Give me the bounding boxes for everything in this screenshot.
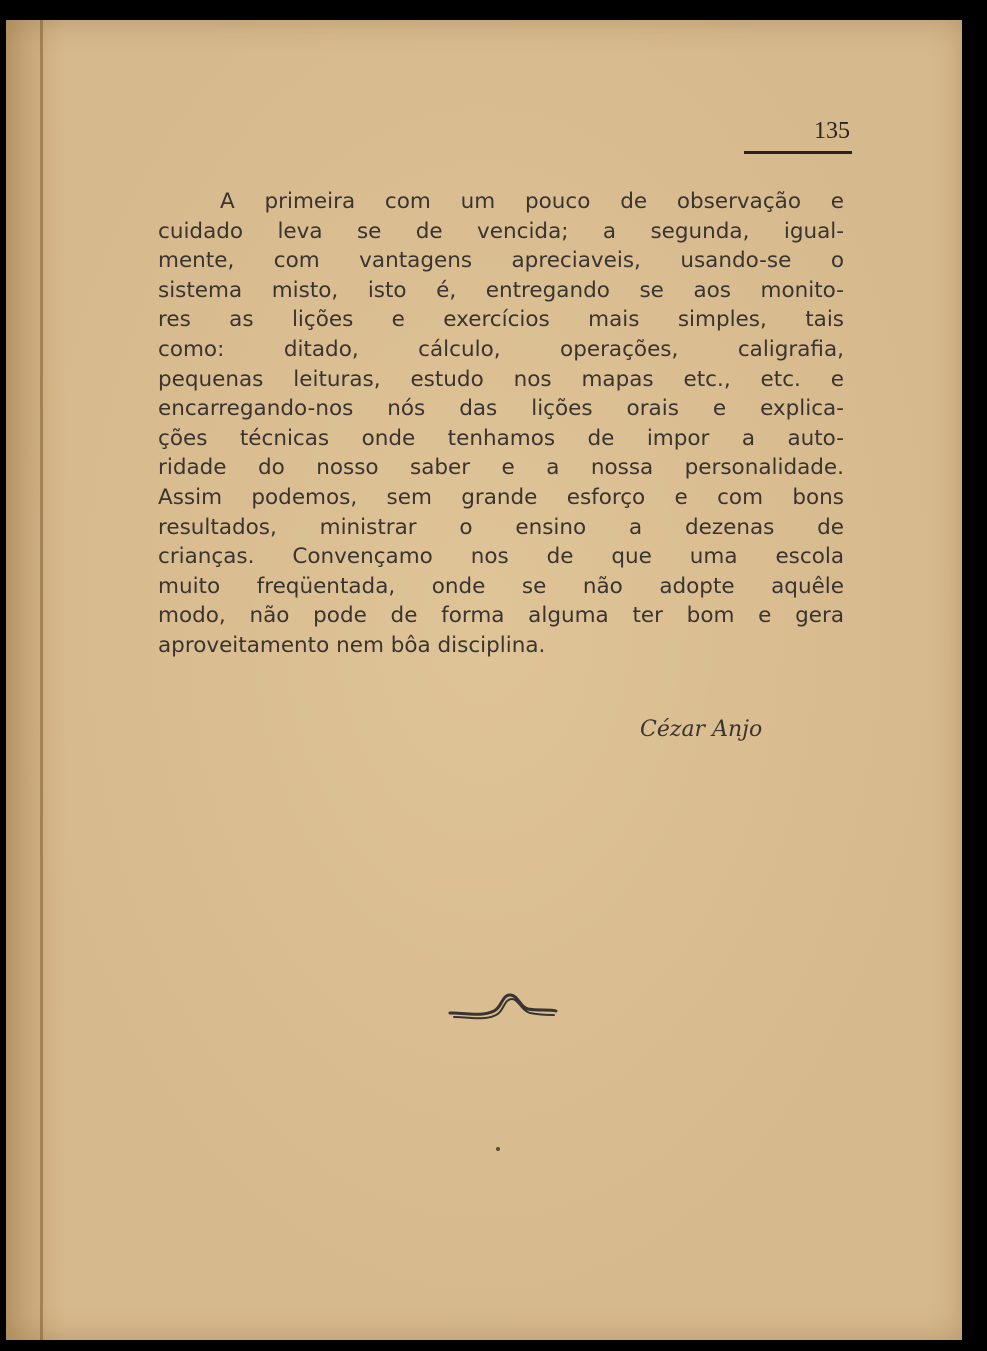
page-number-rule: [744, 151, 852, 154]
text-line: como: ditado, cálculo, operações, caligrafia,: [158, 336, 844, 362]
ornament-icon: [446, 987, 560, 1031]
text-line: modo, não pode de forma alguma ter bom e gera: [158, 603, 844, 629]
binding-edge: [40, 20, 43, 1340]
text-line: cuidado leva se de vencida; a segunda, igual-: [158, 218, 844, 244]
book-page: [6, 20, 962, 1340]
text-line: res as lições e exercícios mais simples, tais: [158, 307, 844, 333]
text-line: muito freqüentada, onde se não adopte aquêle: [158, 573, 844, 599]
text-line: ridade do nosso saber e a nossa personalidade.: [158, 455, 844, 481]
text-line: pequenas leituras, estudo nos mapas etc., etc. e: [158, 366, 844, 392]
text-line: resultados, ministrar o ensino a dezenas de: [158, 514, 844, 540]
text-line: encarregando-nos nós das lições orais e explica-: [158, 396, 844, 422]
body-paragraph: [158, 187, 844, 661]
ink-dot: [496, 1147, 500, 1151]
text-line: crianças. Convençamo nos de que uma escola: [158, 544, 844, 570]
page-number: 135: [814, 118, 850, 144]
text-line: A primeira com um pouco de observação e: [220, 189, 844, 214]
text-line: Assim podemos, sem grande esforço e com bons: [158, 484, 844, 510]
text-line: mente, com vantagens apreciaveis, usando-se o: [158, 248, 844, 274]
text-line: aproveitamento nem bôa disciplina.: [158, 632, 546, 658]
author-signature: Cézar Anjo: [640, 717, 763, 742]
text-line: sistema misto, isto é, entregando se aos monito-: [158, 277, 844, 303]
text-line: ções técnicas onde tenhamos de impor a auto-: [158, 425, 844, 451]
